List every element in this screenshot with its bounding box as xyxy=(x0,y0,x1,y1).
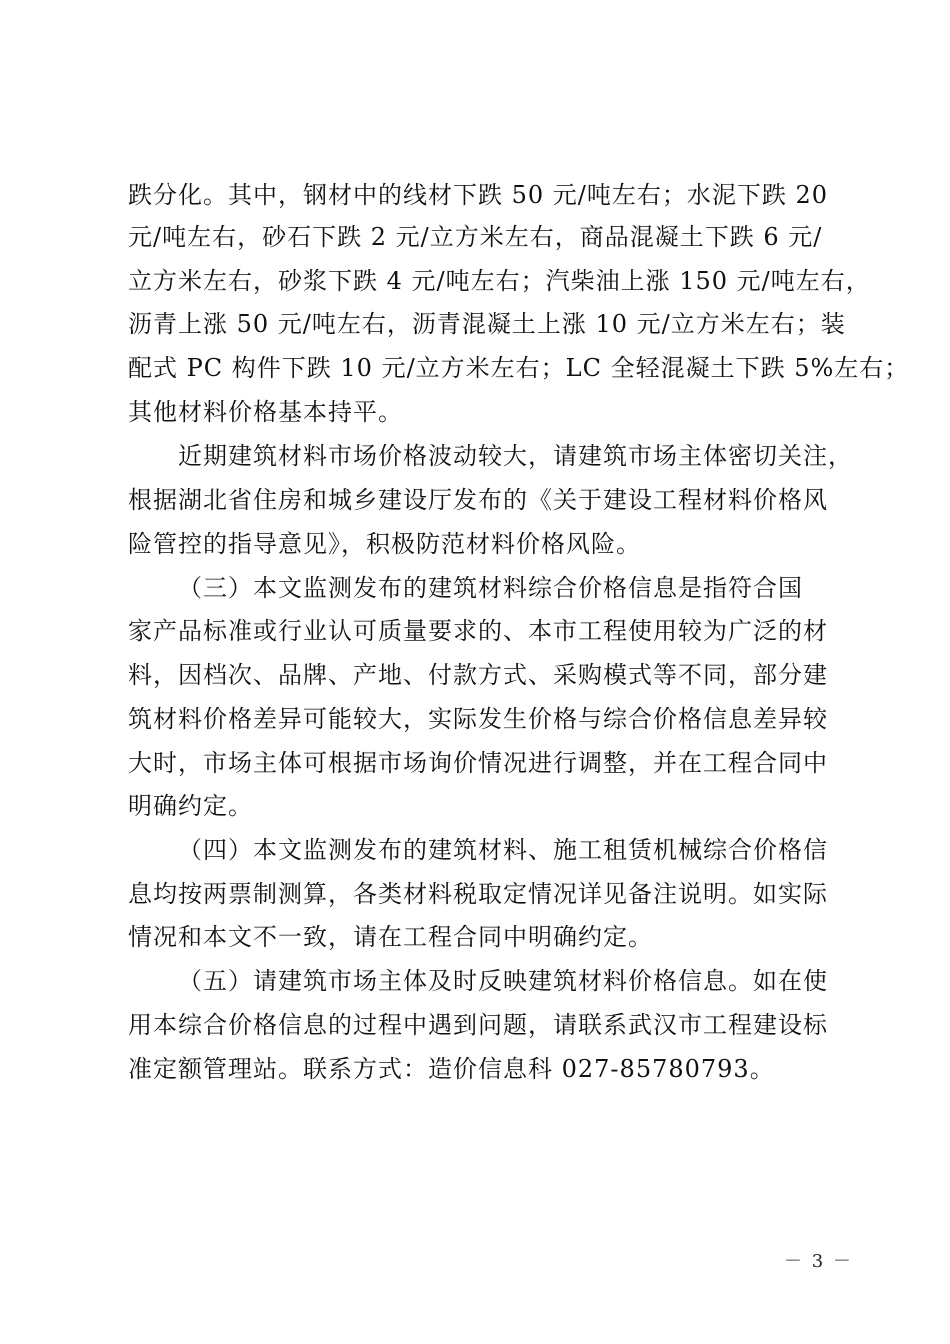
text-line: 沥青上涨 50 元/吨左右，沥青混凝土上涨 10 元/立方米左右；装 xyxy=(128,310,846,338)
page-number: － 3 － xyxy=(784,1251,853,1272)
text-line: 家产品标准或行业认可质量要求的、本市工程使用较为广泛的材 xyxy=(128,617,828,645)
paragraph-first-line: （三）本文监测发布的建筑材料综合价格信息是指符合国 xyxy=(178,574,803,602)
text-line: 元/吨左右，砂石下跌 2 元/立方米左右，商品混凝土下跌 6 元/ xyxy=(128,223,823,251)
text-line: 筑材料价格差异可能较大，实际发生价格与综合价格信息差异较 xyxy=(128,705,828,733)
text-line: 料，因档次、品牌、产地、付款方式、采购模式等不同，部分建 xyxy=(128,661,828,689)
text-line: 根据湖北省住房和城乡建设厅发布的《关于建设工程材料价格风 xyxy=(128,486,828,514)
text-line: 明确约定。 xyxy=(128,792,253,820)
paragraph-first-line: （四）本文监测发布的建筑材料、施工租赁机械综合价格信 xyxy=(178,836,828,864)
text-line: 大时，市场主体可根据市场询价情况进行调整，并在工程合同中 xyxy=(128,749,828,777)
text-line: 情况和本文不一致，请在工程合同中明确约定。 xyxy=(128,923,653,951)
text-line: 准定额管理站。联系方式：造价信息科 027-85780793。 xyxy=(128,1055,775,1083)
text-line: 其他材料价格基本持平。 xyxy=(128,398,403,426)
text-line: 跌分化。其中，钢材中的线材下跌 50 元/吨左右；水泥下跌 20 xyxy=(128,181,829,209)
text-line: 配式 PC 构件下跌 10 元/立方米左右；LC 全轻混凝土下跌 5%左右； xyxy=(128,354,910,382)
text-line: 立方米左右，砂浆下跌 4 元/吨左右；汽柴油上涨 150 元/吨左右， xyxy=(128,267,871,295)
text-line: 用本综合价格信息的过程中遇到问题，请联系武汉市工程建设标 xyxy=(128,1011,828,1039)
text-line: 险管控的指导意见》，积极防范材料价格风险。 xyxy=(128,530,641,558)
paragraph-first-line: 近期建筑材料市场价格波动较大，请建筑市场主体密切关注， xyxy=(178,442,853,470)
paragraph-first-line: （五）请建筑市场主体及时反映建筑材料价格信息。如在使 xyxy=(178,967,828,995)
text-line: 息均按两票制测算，各类材料税取定情况详见备注说明。如实际 xyxy=(128,880,828,908)
